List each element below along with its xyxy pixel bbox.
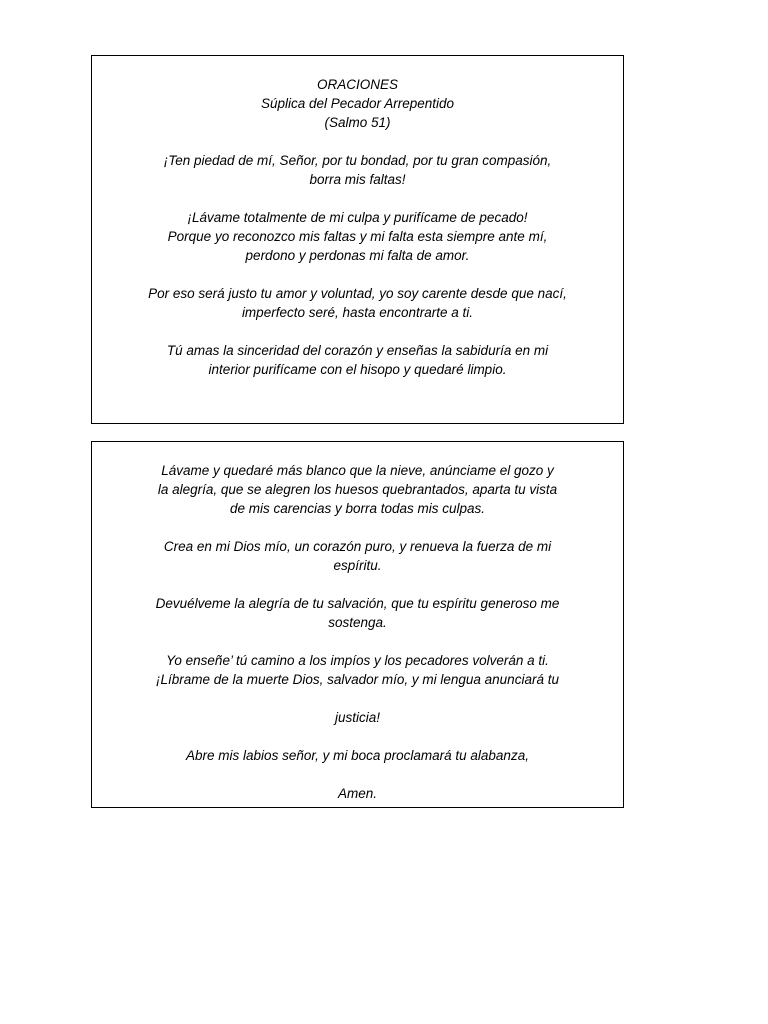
verse-line: justicia! [334,710,380,725]
prayer-card-2-body [92,442,623,803]
spacer [92,727,623,746]
closing-amen: Amen. [337,786,378,801]
spacer [92,765,623,784]
verse-line: sostenga. [328,615,387,630]
verse-line: Por eso será justo tu amor y voluntad, yo soy carente desde que nací, [148,286,567,301]
verse-line: ¡Lávame totalmente de mi culpa y purifícame de pecado! [187,210,528,225]
verse-line: la alegría, que se alegren los huesos quebrantados, aparta tu vista [157,482,558,497]
verse-line: Crea en mi Dios mío, un corazón puro, y renueva la fuerza de mi [163,539,552,554]
verse-line: imperfecto seré, hasta encontrarte a ti. [241,305,474,320]
spacer [92,132,623,151]
prayer-card-2 [91,441,624,808]
verse-line: interior purifícame con el hisopo y quedaré limpio. [208,362,507,377]
verse-line: Devuélveme la alegría de tu salvación, que tu espíritu generoso me [155,596,560,611]
verse-line: ¡Ten piedad de mí, Señor, por tu bondad, por tu gran compasión, [163,153,552,168]
card-title: ORACIONES [316,77,398,92]
spacer [92,189,623,208]
spacer [92,689,623,708]
verse-line: Abre mis labios señor, y mi boca proclamará tu alabanza, [186,748,529,763]
verse-line: ¡Líbrame de la muerte Dios, salvador mío, y mi lengua anunciará tu [156,672,559,687]
verse-line: Porque yo reconozco mis faltas y mi falta esta siempre ante mí, [167,229,548,244]
verse-line: espíritu. [333,558,382,573]
prayer-card-1 [91,55,624,424]
spacer [92,632,623,651]
verse-line: borra mis faltas! [309,172,406,187]
verse-line: Tú amas la sinceridad del corazón y enseñas la sabiduría en mi [166,343,549,358]
psalm-reference: (Salmo 51) [324,115,391,130]
verse-line: Yo enseñe’ tú camino a los impíos y los pecadores volverán a ti. [166,653,549,668]
card-subtitle: Súplica del Pecador Arrepentido [260,96,455,111]
spacer [92,518,623,537]
verse-line: perdono y perdonas mi falta de amor. [245,248,470,263]
spacer [92,322,623,341]
spacer [92,575,623,594]
verse-line: de mis carencias y borra todas mis culpas. [229,501,486,516]
verse-line: Lávame y quedaré más blanco que la nieve, anúnciame el gozo y [161,463,554,478]
spacer [92,265,623,284]
prayer-card-1-body [92,56,623,379]
